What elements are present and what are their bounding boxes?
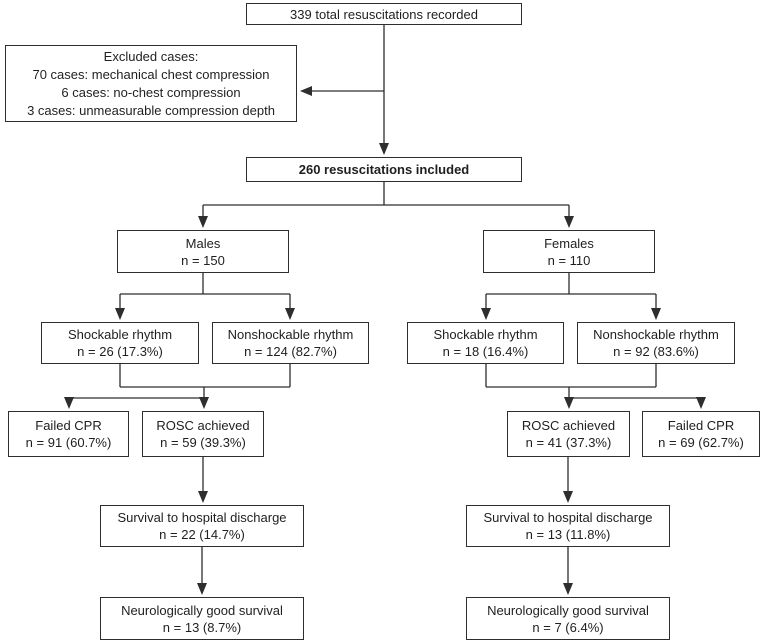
total-resuscitations-label: 339 total resuscitations recorded (290, 6, 478, 22)
node-females (483, 230, 655, 273)
females-label: Females (544, 235, 594, 251)
node-males (117, 230, 289, 273)
female-failed-cpr-count: n = 69 (62.7%) (658, 435, 744, 450)
male-failed-cpr-count: n = 91 (60.7%) (25, 435, 112, 450)
female-neuro-label: Neurologically good survival (487, 602, 649, 618)
male-rosc-label: ROSC achieved (156, 418, 250, 433)
male-rosc-count: n = 59 (39.3%) (160, 435, 246, 450)
female-failed-cpr-label: Failed CPR (667, 418, 735, 433)
excluded-cases-title: Excluded cases: (103, 48, 199, 64)
connector-male-rhythm-to-outcome (69, 364, 290, 407)
male-nonshockable-label: Nonshockable rhythm (227, 327, 354, 342)
female-nonshockable-count: n = 92 (83.6%) (613, 344, 699, 359)
female-shockable-label: Shockable rhythm (433, 327, 538, 342)
node-female-nonshockable-rhythm (577, 322, 735, 364)
male-nonshockable-count: n = 124 (82.7%) (244, 344, 337, 359)
female-rosc-label: ROSC achieved (521, 418, 616, 433)
males-label: Males (185, 235, 221, 251)
node-male-failed-cpr (8, 411, 129, 457)
node-female-rosc-achieved (507, 411, 630, 457)
connector-females-to-rhythm-split (486, 273, 656, 318)
excluded-case-item: 6 cases: no-chest compression (61, 84, 241, 100)
node-female-survival-discharge (466, 505, 670, 547)
female-shockable-count: n = 18 (16.4%) (442, 344, 529, 359)
excluded-case-item: 3 cases: unmeasurable compression depth (27, 102, 275, 118)
male-failed-cpr-label: Failed CPR (35, 418, 102, 433)
node-male-nonshockable-rhythm (212, 322, 369, 364)
male-shockable-count: n = 26 (17.3%) (77, 344, 163, 359)
node-female-shockable-rhythm (407, 322, 564, 364)
resuscitations-included-label: 260 resuscitations included (298, 162, 470, 177)
male-neuro-count: n = 13 (8.7%) (162, 619, 242, 635)
node-male-rosc-achieved (142, 411, 264, 457)
female-survival-label: Survival to hospital discharge (483, 510, 653, 525)
male-survival-label: Survival to hospital discharge (117, 510, 287, 525)
node-male-shockable-rhythm (41, 322, 199, 364)
excluded-case-item: 70 cases: mechanical chest compression (32, 66, 270, 82)
males-count: n = 150 (181, 252, 225, 268)
node-total-resuscitations (246, 3, 522, 25)
female-rosc-count: n = 41 (37.3%) (525, 435, 612, 450)
node-male-neuro-survival (100, 597, 304, 640)
female-survival-count: n = 13 (11.8%) (525, 527, 611, 542)
female-nonshockable-label: Nonshockable rhythm (593, 327, 719, 342)
male-shockable-label: Shockable rhythm (67, 327, 173, 342)
node-male-survival-discharge (100, 505, 304, 547)
connector-included-to-sex-split (203, 182, 569, 226)
node-excluded-cases (5, 45, 297, 122)
node-female-neuro-survival (466, 597, 670, 640)
node-female-failed-cpr (642, 411, 760, 457)
connector-female-rhythm-to-outcome (486, 364, 701, 407)
male-neuro-label: Neurologically good survival (121, 602, 283, 618)
females-count: n = 110 (547, 252, 591, 268)
connector-males-to-rhythm-split (120, 273, 290, 318)
female-neuro-count: n = 7 (6.4%) (532, 619, 604, 635)
male-survival-count: n = 22 (14.7%) (159, 527, 245, 542)
node-resuscitations-included (246, 157, 522, 182)
